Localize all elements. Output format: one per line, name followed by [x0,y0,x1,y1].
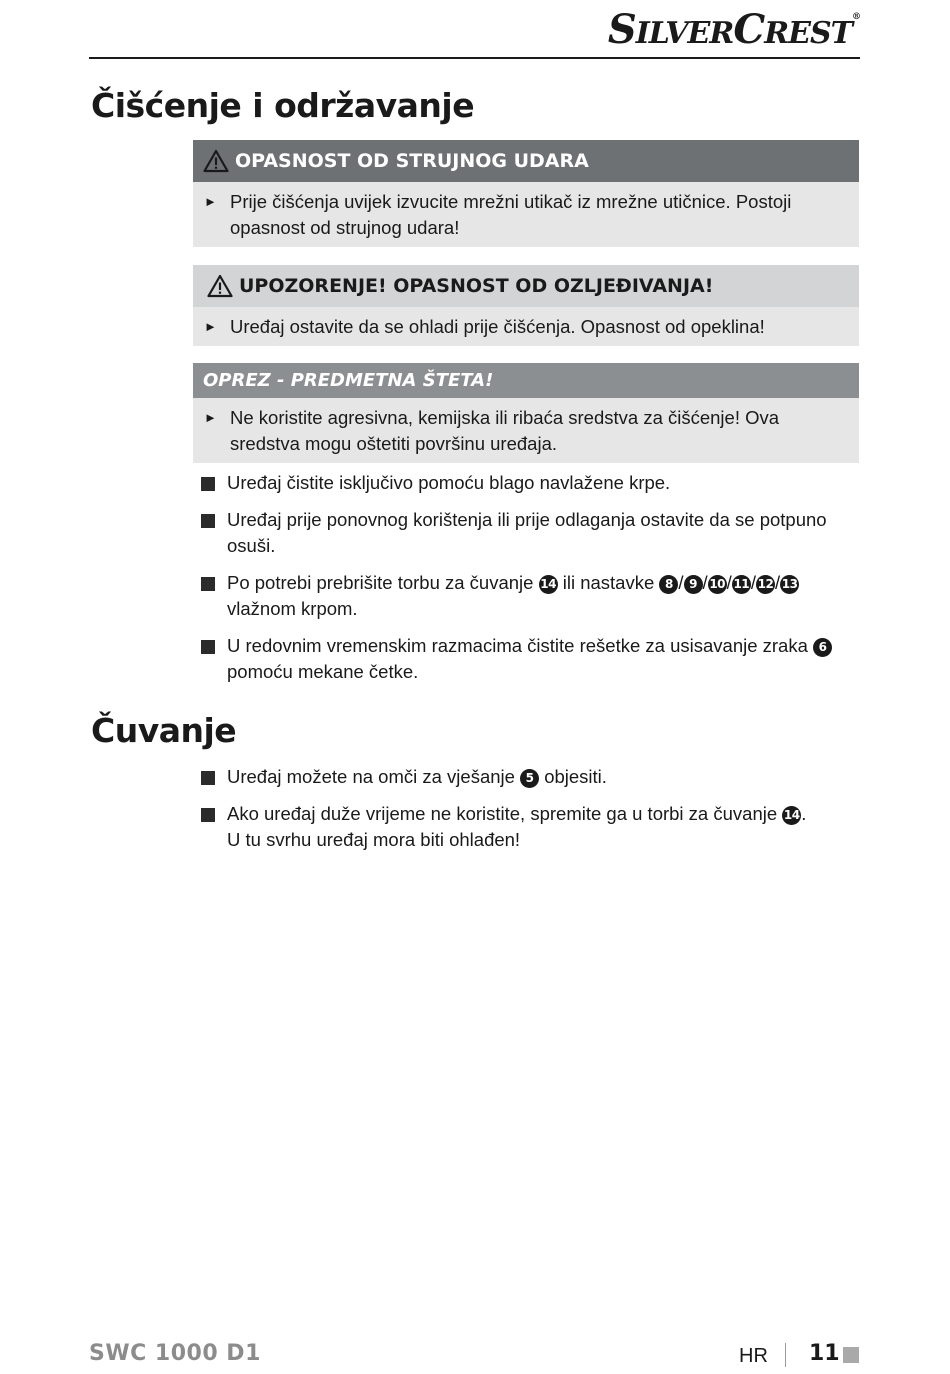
page-header [89,0,860,60]
caution-box-damage [193,363,859,463]
list-item: Uređaj možete na omči za vješanje 5 objesiti. [199,764,860,790]
silvercrest-logo: SILVERCREST® [607,6,860,53]
warning-heading: OPASNOST OD STRUJNOG UDARA [193,140,859,182]
caution-body: ► Ne koristite agresivna, kemijska ili ribaća sredstva za čišćenje! Ova sredstva mogu oštetiti površinu uređaja. [193,398,859,463]
caution-heading: OPREZ - PREDMETNA ŠTETA! [193,363,859,398]
page-number: 11 [809,1341,840,1366]
footer-square-icon [843,1347,859,1363]
square-bullet-icon [201,640,215,654]
square-bullet-icon [201,771,215,785]
warning-triangle-icon [207,274,233,298]
cleaning-instructions-list [199,470,860,696]
list-item: U redovnim vremenskim razmacima čistite rešetke za usisavanje zraka 6 pomoću mekane četke. [199,633,860,685]
warning-box-electric [193,140,859,247]
section-title-storage: Čuvanje [91,711,237,750]
square-bullet-icon [201,514,215,528]
reference-number-badge: 12 [756,575,775,594]
list-item: Uređaj prije ponovnog korištenja ili prije odlaganja ostavite da se potpuno osuši. [199,507,860,559]
reference-number-badge: 9 [684,575,703,594]
warning-box-injury [193,265,859,346]
arrow-bullet-icon: ► [204,410,217,425]
reference-number-badge: 14 [539,575,558,594]
arrow-bullet-icon: ► [204,194,217,209]
reference-number-badge: 10 [708,575,727,594]
reference-number-badge: 5 [520,769,539,788]
reference-number-badge: 8 [659,575,678,594]
section-title-cleaning: Čišćenje i održavanje [91,86,475,125]
warning-triangle-icon [203,149,229,173]
square-bullet-icon [201,577,215,591]
list-item: Po potrebi prebrišite torbu za čuvanje 14 ili nastavke 8 / 9 / 10/ 11/ 12/ 13 vlažnom krpom. [199,570,860,622]
warning-body: ► Prije čišćenja uvijek izvucite mrežni utikač iz mrežne utičnice. Postoji opasnost od strujnog udara! [193,182,859,247]
header-rule [89,57,860,59]
footer-language: HR [739,1345,768,1367]
warning-heading: UPOZORENJE! OPASNOST OD OZLJEĐIVANJA! [193,265,859,307]
arrow-bullet-icon: ► [204,319,217,334]
footer-divider [785,1343,786,1367]
storage-instructions-list [199,764,860,864]
reference-number-badge: 13 [780,575,799,594]
reference-number-badge: 14 [782,806,801,825]
square-bullet-icon [201,477,215,491]
list-item: Ako uređaj duže vrijeme ne koristite, spremite ga u torbi za čuvanje 14. U tu svrhu uređaj mora biti ohlađen! [199,801,860,853]
warning-body: ► Uređaj ostavite da se ohladi prije čišćenja. Opasnost od opeklina! [193,307,859,346]
footer-model-number: SWC 1000 D1 [89,1341,261,1366]
list-item: Uređaj čistite isključivo pomoću blago navlažene krpe. [199,470,860,496]
reference-number-badge: 11 [732,575,751,594]
square-bullet-icon [201,808,215,822]
reference-number-badge: 6 [813,638,832,657]
